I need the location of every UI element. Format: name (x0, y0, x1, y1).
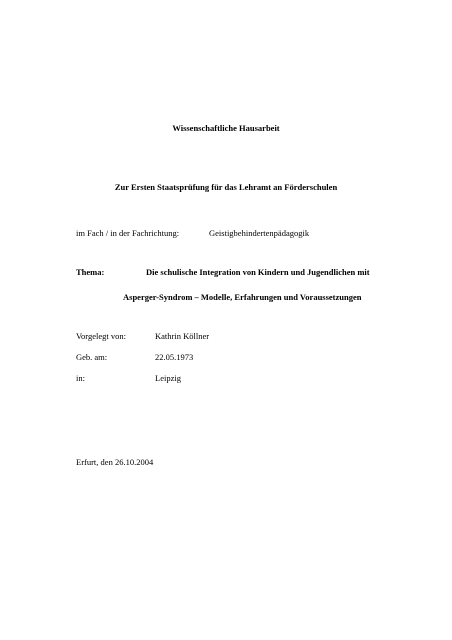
topic-label: Thema: (76, 267, 105, 277)
topic-line-1: Die schulische Integration von Kindern und Jugendlichen mit (146, 267, 370, 277)
field-label: im Fach / in der Fachrichtung: (76, 228, 180, 238)
document-heading: Wissenschaftliche Hausarbeit (172, 123, 280, 133)
field-value: Geistigbehindertenpädagogik (209, 228, 310, 238)
date-line: Erfurt, den 26.10.2004 (76, 457, 154, 467)
submitted-by-label: Vorgelegt von: (76, 331, 126, 341)
born-value: 22.05.1973 (155, 352, 194, 362)
submitted-by-value: Kathrin Köllner (155, 331, 210, 341)
exam-title: Zur Ersten Staatsprüfung für das Lehramt an Förderschulen (114, 182, 338, 192)
topic-line-2: Asperger-Syndrom – Modelle, Erfahrungen und Voraussetzungen (123, 292, 362, 302)
born-label: Geb. am: (76, 352, 108, 362)
place-value: Leipzig (155, 373, 181, 383)
place-label: in: (76, 373, 85, 383)
